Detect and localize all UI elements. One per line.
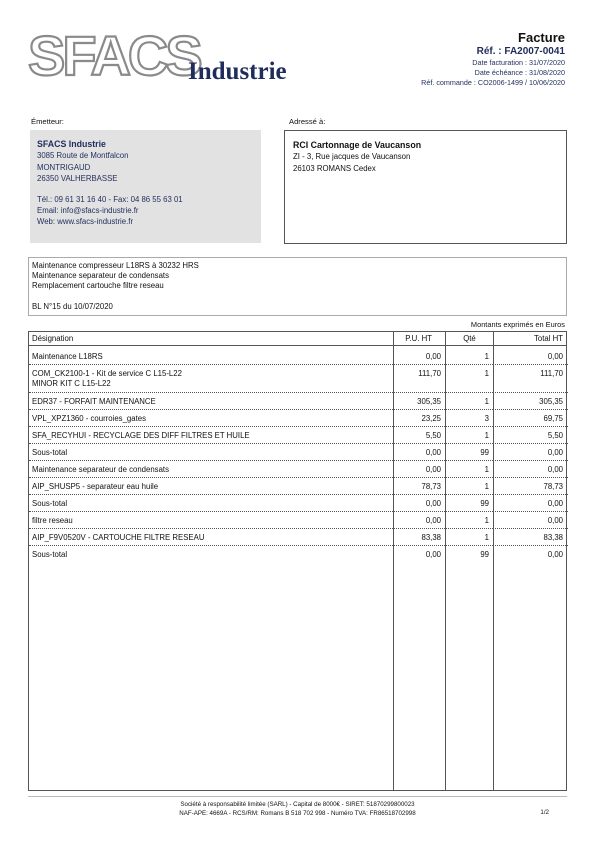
row-total: 0,00 <box>547 465 563 474</box>
recipient-label: Adressé à: <box>289 117 326 126</box>
table-row <box>29 393 566 410</box>
row-designation: SFA_RECYHUI - RECYCLAGE DES DIFF FILTRES ET HUILE <box>32 431 250 440</box>
row-designation: COM_CK2100-1 - Kit de service C L15-L22 MINOR KIT C L15-L22 <box>32 369 182 388</box>
table-row <box>29 410 566 427</box>
logo-brand-text: SFACS <box>28 28 200 87</box>
row-designation: Maintenance L18RS <box>32 352 103 361</box>
legal-footer <box>28 800 567 818</box>
row-total: 78,73 <box>543 482 563 491</box>
row-total: 0,00 <box>547 550 563 559</box>
row-quantity: 1 <box>484 482 489 491</box>
note-line: Remplacement cartouche filtre reseau <box>32 281 164 291</box>
row-quantity: 1 <box>484 516 489 525</box>
header-designation: Désignation <box>32 334 74 343</box>
row-total: 0,00 <box>547 448 563 457</box>
table-row <box>29 348 566 365</box>
row-quantity: 1 <box>484 465 489 474</box>
row-quantity: 1 <box>484 352 489 361</box>
table-row <box>29 529 566 546</box>
emitter-box <box>30 130 261 243</box>
emitter-name: SFACS Industrie <box>37 139 106 149</box>
row-designation: Sous-total <box>32 550 68 559</box>
row-unit-price: 83,38 <box>421 533 441 542</box>
table-row <box>29 365 566 393</box>
row-unit-price: 0,00 <box>425 516 441 525</box>
footer-line: Société à responsabilité limitée (SARL) - Capital de 8000€ - SIRET: 51870299800023 <box>180 801 415 808</box>
table-row <box>29 546 566 563</box>
invoice-reference: Réf. : FA2007-0041 <box>476 46 565 57</box>
emitter-address-line: MONTRIGAUD <box>37 162 91 172</box>
row-unit-price: 0,00 <box>425 499 441 508</box>
table-row <box>29 512 566 529</box>
delivery-note-reference: BL N°15 du 10/07/2020 <box>32 301 113 311</box>
company-logo <box>28 28 328 88</box>
row-quantity: 1 <box>484 431 489 440</box>
row-designation: Maintenance separateur de condensats <box>32 465 169 474</box>
row-total: 111,70 <box>540 369 563 378</box>
row-quantity: 1 <box>484 397 489 406</box>
recipient-address-line: ZI - 3, Rue jacques de Vaucanson <box>293 152 411 162</box>
row-designation: AIP_SHUSP5 - separateur eau huile <box>32 482 159 491</box>
recipient-box <box>284 130 567 244</box>
document-header <box>421 30 565 88</box>
document-title: Facture <box>518 30 565 45</box>
row-unit-price: 23,25 <box>421 414 441 423</box>
row-designation: EDR37 - FORFAIT MAINTENANCE <box>32 397 156 406</box>
row-total: 305,35 <box>539 397 563 406</box>
row-total: 0,00 <box>547 352 563 361</box>
note-line: Maintenance separateur de condensats <box>32 271 169 281</box>
header-total: Total HT <box>533 334 563 343</box>
currency-note: Montants exprimés en Euros <box>470 320 565 329</box>
emitter-email[interactable]: Email: info@sfacs-industrie.fr <box>37 206 139 216</box>
row-quantity: 1 <box>484 533 489 542</box>
table-row <box>29 461 566 478</box>
row-quantity: 99 <box>480 499 489 508</box>
page-number: 1/2 <box>540 809 549 816</box>
logo-suffix-text: Industrie <box>188 58 287 85</box>
row-unit-price: 78,73 <box>421 482 441 491</box>
row-quantity: 3 <box>484 414 489 423</box>
table-header <box>29 332 566 346</box>
due-date: Date échéance : 31/08/2020 <box>474 68 565 77</box>
table-row <box>29 427 566 444</box>
row-unit-price: 0,00 <box>425 550 441 559</box>
order-reference: Réf. commande : CO2006-1499 / 10/06/2020 <box>421 78 565 87</box>
row-total: 69,75 <box>543 414 563 423</box>
emitter-address-line: 3085 Route de Montfalcon <box>37 151 129 161</box>
items-table <box>28 331 567 791</box>
row-total: 83,38 <box>543 533 563 542</box>
row-quantity: 1 <box>484 369 489 378</box>
recipient-address-line: 26103 ROMANS Cedex <box>293 163 376 173</box>
row-total: 5,50 <box>547 431 563 440</box>
row-unit-price: 0,00 <box>425 352 441 361</box>
note-line: Maintenance compresseur L18RS à 30232 HRS <box>32 261 199 270</box>
row-designation: VPL_XPZ1360 - courroies_gates <box>32 414 146 423</box>
row-unit-price: 0,00 <box>425 448 441 457</box>
invoice-notes <box>28 257 567 316</box>
header-quantity: Qté <box>463 334 476 343</box>
emitter-label: Émetteur: <box>31 117 64 126</box>
table-row <box>29 444 566 461</box>
row-unit-price: 305,35 <box>417 397 441 406</box>
table-row <box>29 495 566 512</box>
row-designation: AIP_F9V0520V - CARTOUCHE FILTRE RESEAU <box>32 533 205 542</box>
emitter-phone: Tél.: 09 61 31 16 40 - Fax: 04 86 55 63 01 <box>37 194 183 204</box>
recipient-name: RCI Cartonnage de Vaucanson <box>293 140 422 150</box>
row-quantity: 99 <box>480 550 489 559</box>
row-unit-price: 0,00 <box>425 465 441 474</box>
row-designation: filtre reseau <box>32 516 73 525</box>
row-total: 0,00 <box>547 499 563 508</box>
footer-divider <box>28 796 567 797</box>
row-total: 0,00 <box>547 516 563 525</box>
row-designation: Sous-total <box>32 499 68 508</box>
footer-line: NAF-APE: 4669A - RCS/RM: Romans B 518 702 998 - Numéro TVA: FR86518702998 <box>179 810 416 817</box>
row-quantity: 99 <box>480 448 489 457</box>
emitter-website[interactable]: Web: www.sfacs-industrie.fr <box>37 217 134 227</box>
emitter-address-line: 26350 VALHERBASSE <box>37 174 118 184</box>
header-unit-price: P.U. HT <box>405 334 432 343</box>
row-designation: Sous-total <box>32 448 68 457</box>
invoice-date: Date facturation : 31/07/2020 <box>472 58 565 67</box>
row-unit-price: 5,50 <box>425 431 441 440</box>
row-unit-price: 111,70 <box>418 369 441 378</box>
table-row <box>29 478 566 495</box>
